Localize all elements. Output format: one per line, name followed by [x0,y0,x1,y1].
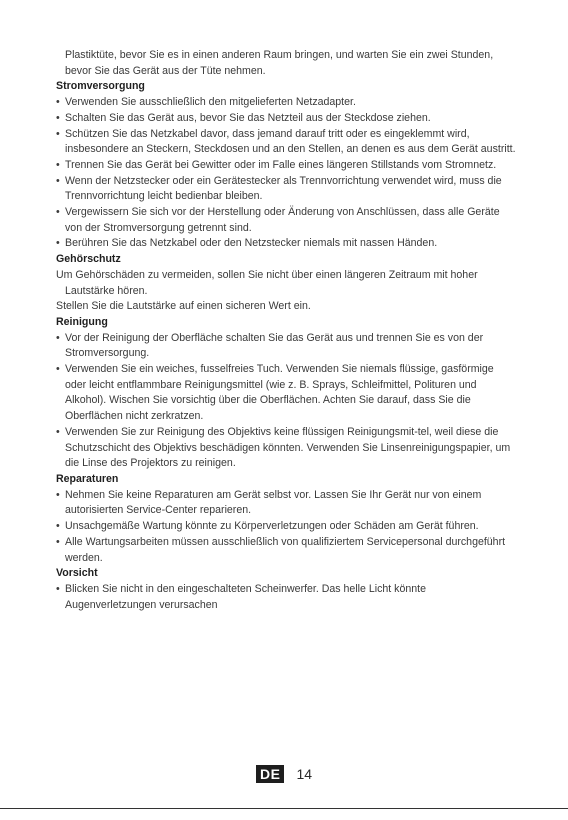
bullet-text: Berühren Sie das Netzkabel oder den Netzstecker niemals mit nassen Händen. [65,237,438,250]
bullet-icon: • [56,158,60,171]
bullet-icon: • [56,535,60,548]
bullet-item [56,331,516,362]
section-heading: Gehörschutz [56,253,121,266]
section-heading: Reinigung [56,315,108,328]
section [56,566,516,613]
bullet-item [56,95,516,111]
bullet-item [56,205,516,236]
section [56,472,516,566]
bullet-text: Verwenden Sie ausschließlich den mitgelieferten Netzadapter. [65,96,356,109]
bullet-item [56,127,516,158]
bullet-item [56,582,516,613]
bullet-item [56,535,516,566]
section-heading: Vorsicht [56,567,98,580]
paragraph: Stellen Sie die Lautstärke auf einen sicheren Wert ein. [56,300,311,313]
bullet-item [56,519,516,535]
bullet-icon: • [56,520,60,533]
bullet-text: Schützen Sie das Netzkabel davor, dass jemand darauf tritt oder es eingeklemmt wird, insbesondere an Steckern, Steckdosen und an den Stellen, an denen es aus dem Gerät austritt. [65,127,516,156]
bullet-icon: • [56,425,60,438]
bullet-icon: • [56,582,60,595]
bullet-icon: • [56,237,60,250]
page-number: 14 [296,766,313,782]
bullet-text: Verwenden Sie ein weiches, fusselfreies Tuch. Verwenden Sie niemals flüssige, gasförmige oder leicht entflammbare Reinigungsmittel (wie z. B. Sprays, Schleifmittel, Polituren und Alkohol). Wischen Sie vorsichtig über die Oberflächen. Achten Sie darauf, dass Sie die Oberflächen nicht zerkratzen. [65,363,494,423]
bullet-item [56,158,516,174]
bullet-icon: • [56,488,60,501]
bullet-text: Trennen Sie das Gerät bei Gewitter oder im Falle eines längeren Stillstands vom Stromnetz. [65,158,497,171]
bullet-text: Verwenden Sie zur Reinigung des Objektivs keine flüssigen Reinigungsmit-tel, weil diese die Schutzschicht des Objektivs beschädigen könnten. Verwenden Sie Linsenreinigungspapier, um die Linse des Projektors zu reinigen. [65,425,511,470]
section [56,252,516,315]
language-badge: DE [256,765,284,783]
bullet-item [56,174,516,205]
bullet-text: Vor der Reinigung der Oberfläche schalten Sie das Gerät aus und trennen Sie es von der Stromversorgung. [65,331,484,360]
bullet-icon: • [56,174,60,187]
bullet-icon: • [56,96,60,109]
manual-content [56,48,516,613]
bullet-text: Vergewissern Sie sich vor der Herstellung oder Änderung von Anschlüssen, dass alle Geräte von der Stromversorgung getrennt sind. [65,206,500,234]
bullet-text: Unsachgemäße Wartung könnte zu Körperverletzungen oder Schäden am Gerät führen. [65,520,479,533]
bullet-item [56,425,516,472]
bullet-item [56,362,516,425]
intro-continuation: Plastiktüte, bevor Sie es in einen anderen Raum bringen, und warten Sie ein zwei Stunden, bevor Sie das Gerät aus der Tüte nehmen. [65,49,494,77]
bullet-item [56,236,516,252]
bullet-text: Blicken Sie nicht in den eingeschalteten Scheinwerfer. Das helle Licht könnte Augenverletzungen verursachen [65,582,426,611]
bullet-text: Nehmen Sie keine Reparaturen am Gerät selbst vor. Lassen Sie Ihr Gerät nur von einem autorisierten Service-Center reparieren. [65,488,482,517]
bullet-item [56,488,516,519]
footer-rule [0,808,568,809]
bullet-text: Wenn der Netzstecker oder ein Gerätestecker als Trennvorrichtung verwendet wird, muss die Trennvorrichtung leicht bedienbar bleiben. [65,174,502,203]
section-heading: Reparaturen [56,472,119,485]
section [56,315,516,472]
bullet-text: Alle Wartungsarbeiten müssen ausschließlich von qualifiziertem Servicepersonal durchgeführt werden. [65,535,506,564]
bullet-icon: • [56,206,60,219]
paragraph: Um Gehörschäden zu vermeiden, sollen Sie nicht über einen längeren Zeitraum mit hoher Lautstärke hören. [56,268,478,297]
section-heading: Stromversorgung [56,80,145,93]
page-footer [0,765,568,783]
bullet-icon: • [56,331,60,344]
bullet-icon: • [56,363,60,376]
bullet-item [56,111,516,127]
bullet-icon: • [56,127,60,140]
section [56,79,516,252]
bullet-text: Schalten Sie das Gerät aus, bevor Sie das Netzteil aus der Steckdose ziehen. [65,111,431,124]
sections [56,79,516,613]
bullet-icon: • [56,111,60,124]
